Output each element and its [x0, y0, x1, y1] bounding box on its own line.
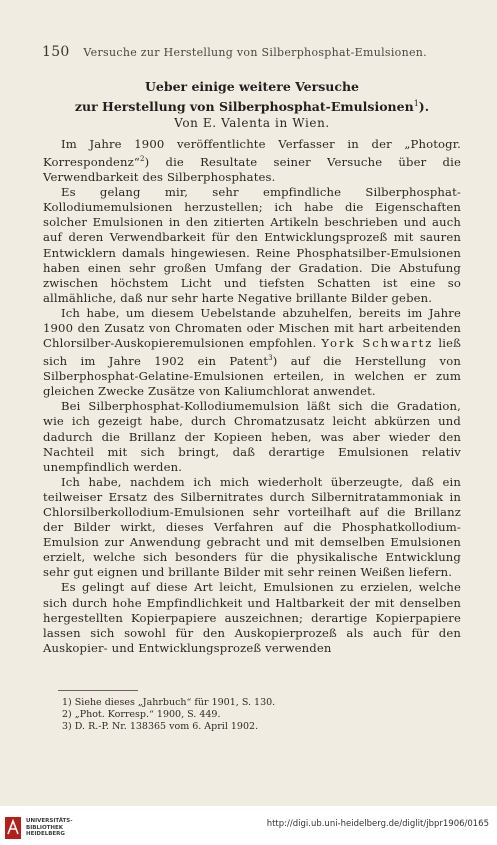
- paragraph-2: Es gelang mir, sehr empfindliche Silberphosphat-Kollodiumemulsionen herzustellen; ich habe die Eigenschaften solcher Emulsionen in den zitierten Artikeln beschrieben und auch auf deren Verwendbarkeit für den Entwicklungsprozeß mit sauren Entwicklern damals hingewiesen. Reine Phosphatsilber-Emulsionen haben einen sehr großen Umfang der Gradation. Die Abstufung zwischen höchstem Licht und tiefsten Schatten ist eine so allmähliche, daß nur sehr harte Negative brillante Bilder geben.: [43, 185, 461, 305]
- footnote-ref-3[interactable]: 3: [268, 354, 273, 363]
- title-line-2: zur Herstellung von Silberphosphat-Emulsionen$^1$).: [74, 99, 430, 115]
- page-number: 150: [42, 44, 70, 60]
- footnotes: [62, 697, 462, 734]
- running-header: [42, 44, 462, 60]
- title-footnote-ref[interactable]: 1: [413, 99, 419, 108]
- footnote-2: 2) „Phot. Korresp.“ 1900, S. 449.: [62, 709, 221, 721]
- library-logo[interactable]: [4, 816, 94, 844]
- person-name: York Schwartz: [321, 336, 434, 351]
- paragraph-3: Ich habe, um diesem Uebelstande abzuhelfen, bereits im Jahre 1900 den Zusatz von Chromaten oder Mischen mit hart arbeitenden Chlorsilber-Auskopieremulsionen empfohlen. York Schwartz ließ sich im Jahre 1902 ein Patent$^3$) auf die Herstellung von Silberphosphat-Gelatine-Emulsionen erteilen, in welchen er zum gleichen Zwecke Zusätze von Kaliumchlorat anwendet.: [43, 305, 461, 399]
- source-url-link[interactable]: http://digi.ub.uni-heidelberg.de/diglit/jbpr1906/0165: [266, 819, 489, 829]
- author-byline: Von E. Valenta in Wien.: [174, 116, 330, 130]
- paragraph-1: Im Jahre 1900 veröffentlichte Verfasser in der „Photogr. Korrespondenz“$^2$) die Resultate seiner Versuche über die Verwendbarkeit des Silberphosphates.: [43, 137, 461, 185]
- title-line-1: Ueber einige weitere Versuche: [144, 79, 359, 94]
- footnote-3: 3) D. R.-P. Nr. 138365 vom 6. April 1902.: [62, 721, 259, 733]
- footnote-ref-2[interactable]: 2: [139, 155, 145, 164]
- footnote-divider: [58, 690, 138, 691]
- article-body: [43, 137, 461, 656]
- footer-bar: [0, 806, 497, 845]
- running-title: Versuche zur Herstellung von Silberphosphat-Emulsionen.: [83, 46, 427, 59]
- footnote-1: 1) Siehe dieses „Jahrbuch“ für 1901, S. 130.: [62, 697, 276, 708]
- paragraph-4: Bei Silberphosphat-Kollodiumemulsion läßt sich die Gradation, wie ich gezeigt habe, durch Chromatzusatz leicht abkürzen und dadurch die Brillanz der Kopieen heben, was aber wieder den Nachteil mit sich bringt, daß derartige Emulsionen relativ unempfindlich werden.: [43, 399, 461, 474]
- article-title: [42, 78, 462, 115]
- library-name: UNIVERSITÄTS- BIBLIOTHEK HEIDELBERG: [26, 818, 73, 837]
- library-seal-icon: [4, 816, 22, 840]
- paragraph-6: Es gelingt auf diese Art leicht, Emulsionen zu erzielen, welche sich durch hohe Empfindlichkeit und Haltbarkeit der mit denselben hergestellten Kopierpapiere auszeichnen; derartige Kopierpapiere lassen sich sowohl für den Auskopierprozeß als auch für den Auskopier- und Entwicklungsprozeß verwenden: [43, 580, 461, 655]
- paragraph-5: Ich habe, nachdem ich mich wiederholt überzeugte, daß ein teilweiser Ersatz des Silbernitrates durch Silbernitratammoniak in Chlorsilberkollodium-Emulsionen sehr vorteilhaft auf die Brillanz der Bilder wirkt, dieses Verfahren auf die Phosphatkollodium-Emulsion zur Anwendung gebracht und mit demselben Emulsionen erzielt, welche sich besonders für die physikalische Entwicklung sehr gut eignen und brillante Bilder mit sehr reinen Weißen liefern.: [43, 474, 461, 580]
